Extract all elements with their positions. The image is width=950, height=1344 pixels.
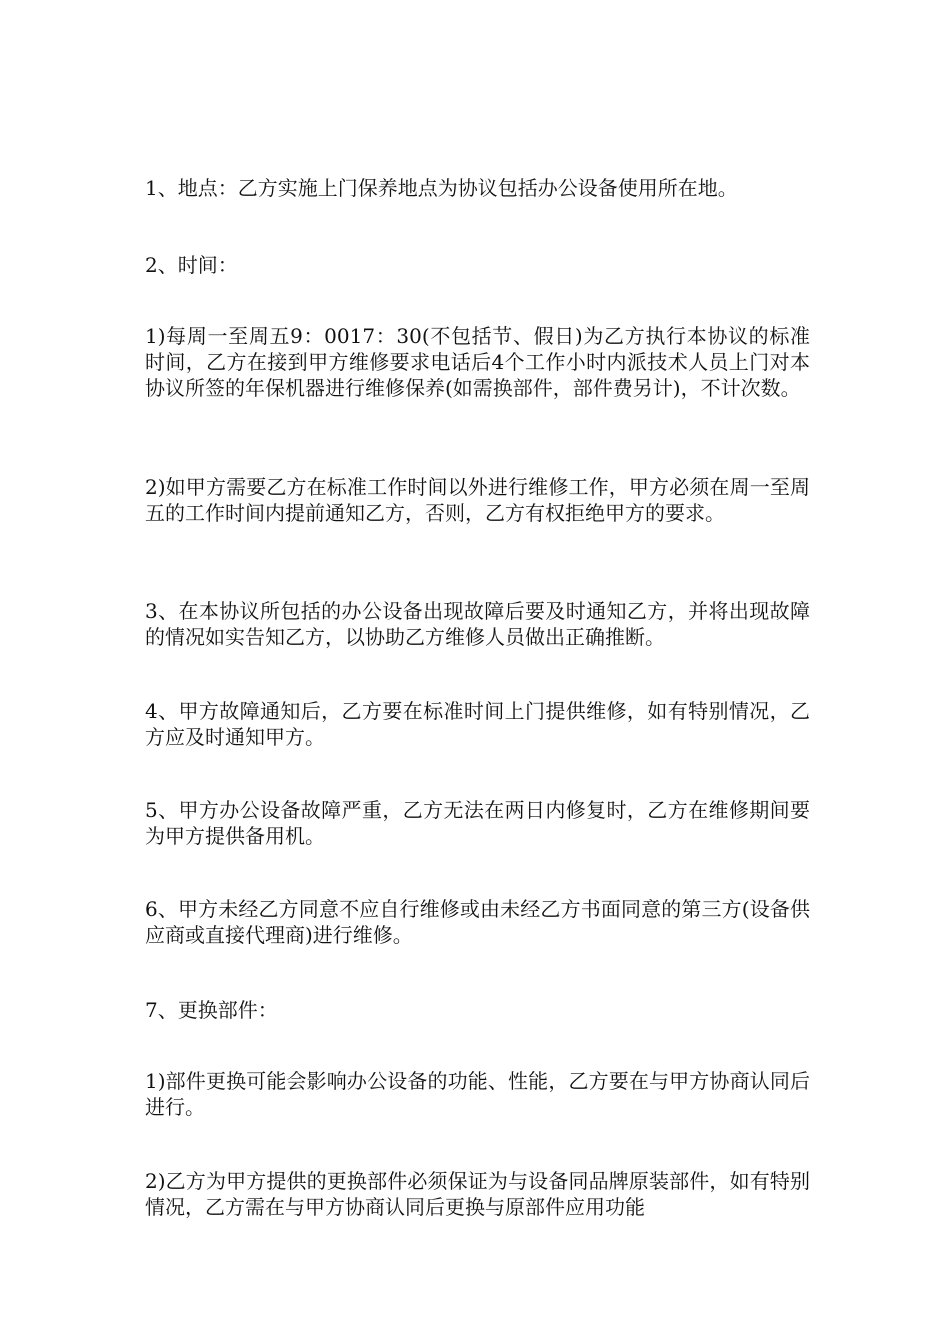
paragraph-5-backup-machine: 5、甲方办公设备故障严重，乙方无法在两日内修复时，乙方在维修期间要为甲方提供备用机。 <box>145 798 810 848</box>
paragraph-7-1-parts-consultation: 1)部件更换可能会影响办公设备的功能、性能，乙方要在与甲方协商认同后进行。 <box>145 1069 810 1119</box>
paragraph-1-location: 1、地点：乙方实施上门保养地点为协议包括办公设备使用所在地。 <box>145 176 738 200</box>
paragraph-2-time-heading: 2、时间： <box>145 253 238 277</box>
paragraph-2-2-overtime-request: 2)如甲方需要乙方在标准工作时间以外进行维修工作，甲方必须在周一至周五的工作时间内提前通知乙方，否则，乙方有权拒绝甲方的要求。 <box>145 475 810 525</box>
paragraph-4-onsite-repair: 4、甲方故障通知后，乙方要在标准时间上门提供维修，如有特别情况，乙方应及时通知甲方。 <box>145 699 810 749</box>
paragraph-3-fault-notification: 3、在本协议所包括的办公设备出现故障后要及时通知乙方，并将出现故障的情况如实告知乙方，以协助乙方维修人员做出正确推断。 <box>145 599 810 649</box>
paragraph-7-parts-heading: 7、更换部件： <box>145 998 278 1022</box>
paragraph-2-1-standard-hours: 1)每周一至周五9：0017：30(不包括节、假日)为乙方执行本协议的标准时间，乙方在接到甲方维修要求电话后4个工作小时内派技术人员上门对本协议所签的年保机器进行维修保养(如需换部件，部件费另计)，不计次数。 <box>145 324 810 400</box>
paragraph-7-2-original-parts: 2)乙方为甲方提供的更换部件必须保证为与设备同品牌原装部件，如有特别情况，乙方需在与甲方协商认同后更换与原部件应用功能 <box>145 1169 810 1219</box>
paragraph-6-third-party-repair: 6、甲方未经乙方同意不应自行维修或由未经乙方书面同意的第三方(设备供应商或直接代理商)进行维修。 <box>145 897 810 947</box>
